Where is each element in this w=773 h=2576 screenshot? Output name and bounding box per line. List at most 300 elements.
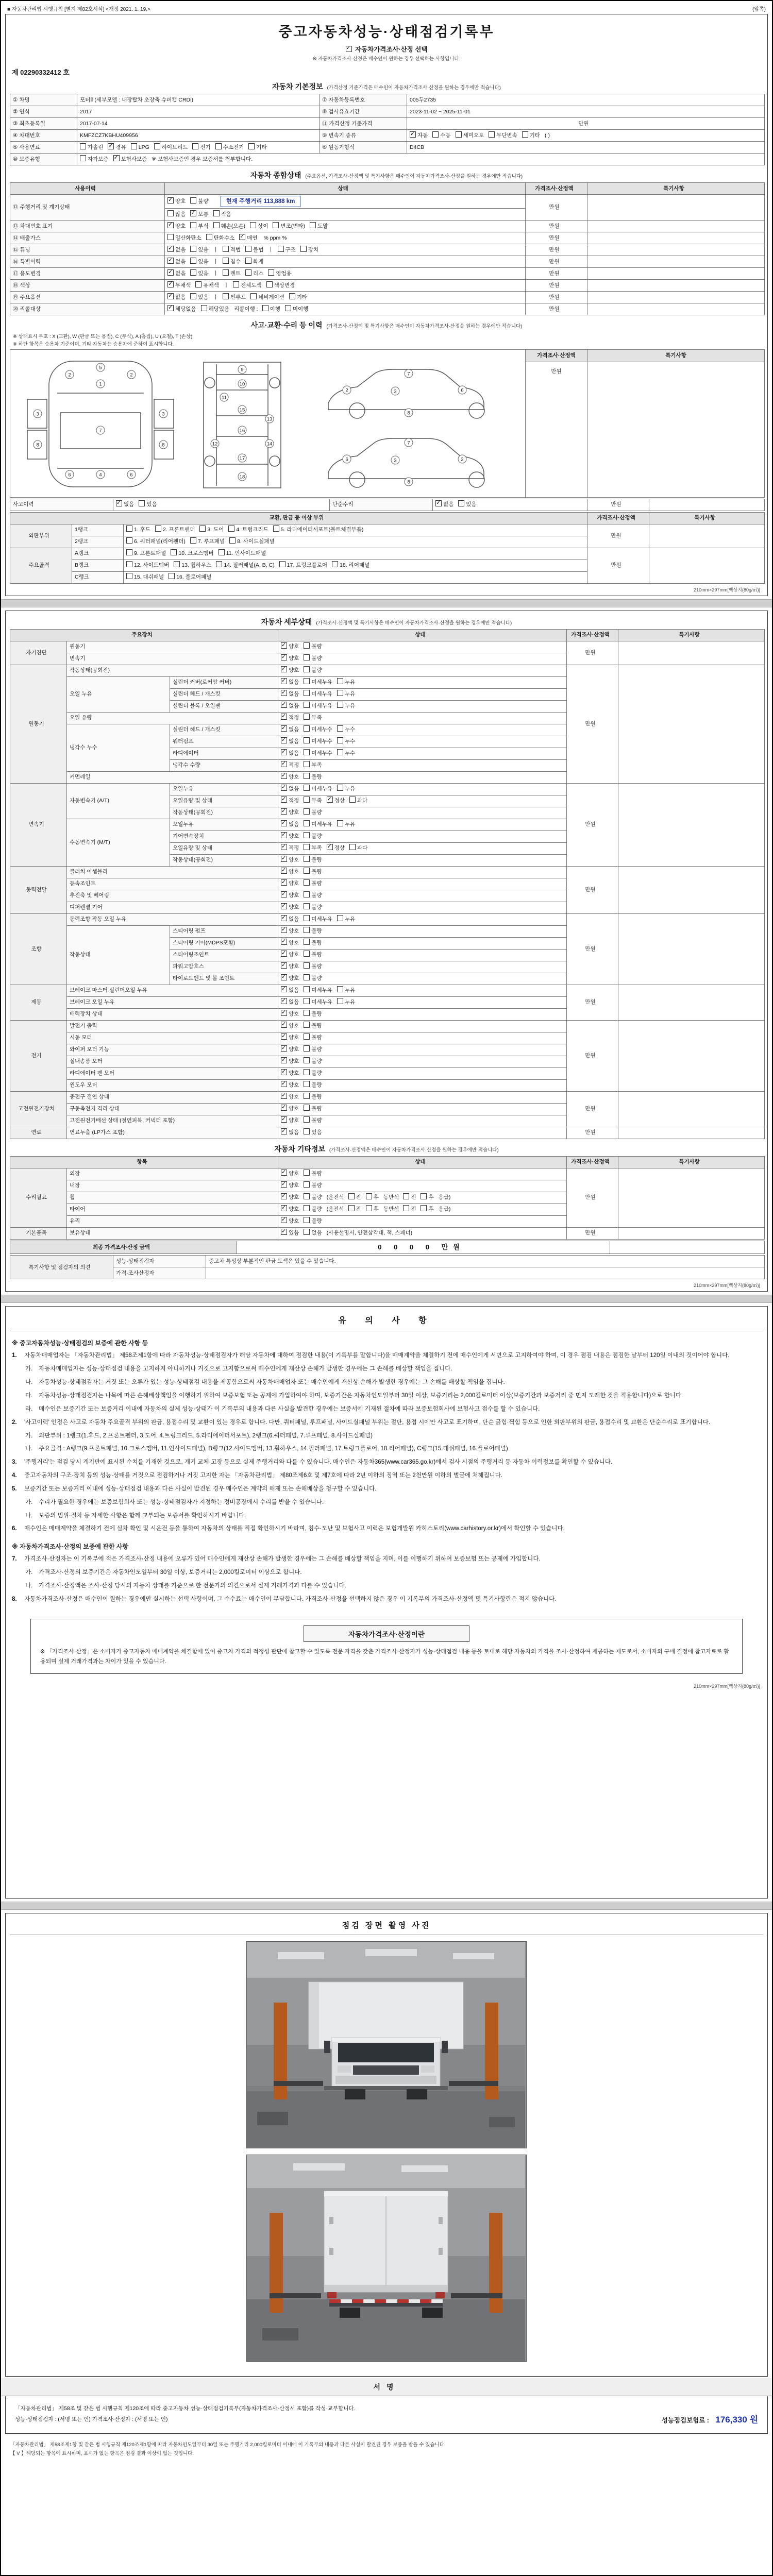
- checkbox[interactable]: [304, 879, 310, 886]
- checkbox[interactable]: [281, 903, 287, 909]
- checkbox-option[interactable]: [304, 714, 322, 722]
- checkbox-option[interactable]: [281, 666, 299, 675]
- checkbox-option[interactable]: [239, 234, 257, 243]
- checkbox[interactable]: [304, 1229, 310, 1235]
- checkbox[interactable]: [304, 690, 310, 696]
- checkbox-option[interactable]: [337, 998, 355, 1007]
- checkbox-option[interactable]: [281, 1170, 299, 1178]
- checkbox[interactable]: [250, 222, 256, 228]
- checkbox-option[interactable]: [304, 1128, 322, 1137]
- checkbox[interactable]: [281, 986, 287, 992]
- checkbox[interactable]: [239, 234, 245, 240]
- checkbox[interactable]: [195, 281, 201, 287]
- checkbox[interactable]: [167, 305, 174, 311]
- checkbox[interactable]: [304, 1033, 310, 1040]
- checkbox[interactable]: [304, 868, 310, 874]
- checkbox[interactable]: [248, 143, 255, 149]
- checkbox-option[interactable]: [304, 1170, 322, 1178]
- checkbox-option[interactable]: [281, 951, 299, 959]
- checkbox-option[interactable]: [167, 258, 186, 266]
- checkbox[interactable]: [190, 246, 196, 252]
- checkbox[interactable]: [304, 761, 310, 767]
- checkbox[interactable]: [167, 210, 174, 216]
- checkbox[interactable]: [281, 868, 287, 874]
- checkbox[interactable]: [304, 808, 310, 815]
- checkbox-option[interactable]: [403, 1193, 416, 1202]
- checkbox[interactable]: [337, 725, 343, 732]
- checkbox[interactable]: [304, 974, 310, 980]
- checkbox-option[interactable]: [213, 222, 246, 231]
- checkbox-option[interactable]: [281, 1022, 299, 1030]
- checkbox-option[interactable]: [281, 868, 299, 876]
- checkbox[interactable]: [245, 246, 251, 252]
- checkbox[interactable]: [337, 690, 343, 696]
- checkbox-option[interactable]: [366, 1205, 379, 1214]
- checkbox[interactable]: [250, 293, 257, 299]
- checkbox[interactable]: [304, 737, 310, 743]
- checkbox[interactable]: [174, 561, 180, 567]
- checkbox-option[interactable]: [199, 526, 224, 534]
- checkbox-option[interactable]: [304, 690, 332, 699]
- checkbox-option[interactable]: [273, 222, 305, 231]
- checkbox[interactable]: [262, 305, 268, 311]
- checkbox-option[interactable]: [337, 725, 355, 734]
- checkbox[interactable]: [349, 844, 356, 850]
- checkbox[interactable]: [304, 1093, 310, 1099]
- checkbox[interactable]: [327, 844, 333, 850]
- checkbox[interactable]: [223, 293, 229, 299]
- checkbox-option[interactable]: [131, 143, 149, 152]
- checkbox[interactable]: [167, 293, 174, 299]
- checkbox-option[interactable]: [281, 678, 299, 687]
- checkbox[interactable]: [337, 986, 343, 992]
- checkbox-option[interactable]: [310, 222, 328, 231]
- checkbox[interactable]: [154, 143, 160, 149]
- checkbox[interactable]: [304, 1170, 310, 1176]
- checkbox[interactable]: [281, 1170, 287, 1176]
- checkbox-option[interactable]: [219, 549, 266, 558]
- checkbox-option[interactable]: [337, 915, 355, 924]
- checkbox-option[interactable]: [304, 1081, 322, 1090]
- checkbox[interactable]: [304, 749, 310, 755]
- checkbox[interactable]: [304, 785, 310, 791]
- checkbox[interactable]: [126, 526, 132, 532]
- checkbox-option[interactable]: [223, 269, 241, 278]
- checkbox-option[interactable]: [281, 927, 299, 936]
- checkbox[interactable]: [435, 500, 442, 506]
- checkbox-option[interactable]: [332, 561, 369, 570]
- checkbox-option[interactable]: [190, 293, 208, 302]
- checkbox[interactable]: [304, 856, 310, 862]
- checkbox[interactable]: [304, 1181, 310, 1188]
- checkbox-option[interactable]: [233, 281, 262, 290]
- checkbox[interactable]: [131, 143, 137, 149]
- checkbox-option[interactable]: [304, 702, 332, 710]
- checkbox[interactable]: [190, 293, 196, 299]
- checkbox[interactable]: [281, 891, 287, 897]
- checkbox[interactable]: [192, 143, 198, 149]
- checkbox-option[interactable]: [167, 293, 186, 302]
- checkbox[interactable]: [281, 773, 287, 779]
- checkbox[interactable]: [304, 1010, 310, 1016]
- checkbox-option[interactable]: [304, 666, 322, 675]
- checkbox-option[interactable]: [167, 222, 186, 231]
- checkbox[interactable]: [304, 1057, 310, 1063]
- checkbox[interactable]: [304, 820, 310, 826]
- checkbox[interactable]: [223, 246, 229, 252]
- checkbox-option[interactable]: [337, 986, 355, 995]
- checkbox-option[interactable]: [300, 246, 318, 255]
- checkbox-option[interactable]: [304, 749, 332, 758]
- checkbox[interactable]: [304, 654, 310, 660]
- checkbox-option[interactable]: [304, 879, 322, 888]
- checkbox[interactable]: [281, 642, 287, 649]
- checkbox[interactable]: [458, 500, 464, 506]
- checkbox[interactable]: [310, 222, 316, 228]
- checkbox[interactable]: [281, 844, 287, 850]
- checkbox-option[interactable]: [281, 1069, 299, 1078]
- checkbox-option[interactable]: [304, 903, 322, 912]
- checkbox-option[interactable]: [281, 1093, 299, 1101]
- checkbox-option[interactable]: [268, 269, 291, 278]
- checkbox[interactable]: [126, 561, 132, 567]
- checkbox-option[interactable]: [116, 500, 134, 509]
- checkbox-option[interactable]: [281, 654, 299, 663]
- checkbox-option[interactable]: [167, 246, 186, 255]
- checkbox[interactable]: [337, 998, 343, 1004]
- checkbox[interactable]: [304, 702, 310, 708]
- checkbox[interactable]: [285, 305, 291, 311]
- checkbox[interactable]: [304, 844, 310, 850]
- checkbox[interactable]: [281, 998, 287, 1004]
- checkbox-option[interactable]: [281, 690, 299, 699]
- checkbox-option[interactable]: [304, 856, 322, 865]
- checkbox[interactable]: [281, 737, 287, 743]
- checkbox-option[interactable]: [262, 305, 280, 314]
- checkbox[interactable]: [304, 1022, 310, 1028]
- checkbox-option[interactable]: [304, 737, 332, 746]
- checkbox-option[interactable]: [304, 1181, 322, 1190]
- checkbox[interactable]: [278, 246, 284, 252]
- checkbox[interactable]: [337, 702, 343, 708]
- checkbox-option[interactable]: [190, 258, 208, 266]
- checkbox[interactable]: [281, 879, 287, 886]
- checkbox-option[interactable]: [304, 1229, 322, 1238]
- checkbox[interactable]: [289, 293, 295, 299]
- checkbox-option[interactable]: [304, 1057, 322, 1066]
- checkbox[interactable]: [348, 1193, 355, 1199]
- checkbox-option[interactable]: [250, 293, 284, 302]
- checkbox-option[interactable]: [304, 808, 322, 817]
- checkbox[interactable]: [167, 234, 174, 240]
- checkbox-option[interactable]: [410, 131, 428, 140]
- checkbox[interactable]: [80, 155, 86, 161]
- checkbox[interactable]: [366, 1193, 372, 1199]
- checkbox[interactable]: [245, 258, 251, 264]
- checkbox-option[interactable]: [337, 749, 355, 758]
- checkbox-option[interactable]: [126, 573, 164, 582]
- checkbox[interactable]: [219, 549, 225, 555]
- checkbox-option[interactable]: [281, 1128, 299, 1137]
- checkbox[interactable]: [139, 500, 145, 506]
- checkbox[interactable]: [403, 1205, 409, 1211]
- checkbox-option[interactable]: [304, 1116, 322, 1125]
- checkbox-option[interactable]: [304, 868, 322, 876]
- checkbox-option[interactable]: [435, 500, 453, 509]
- checkbox-option[interactable]: [304, 761, 322, 770]
- checkbox-option[interactable]: [245, 269, 263, 278]
- checkbox-option[interactable]: [80, 155, 109, 164]
- checkbox[interactable]: [281, 725, 287, 732]
- checkbox[interactable]: [281, 702, 287, 708]
- checkbox-option[interactable]: [281, 796, 299, 805]
- checkbox[interactable]: [304, 725, 310, 732]
- checkbox-option[interactable]: [281, 891, 299, 900]
- checkbox[interactable]: [215, 143, 222, 149]
- checkbox-option[interactable]: [304, 974, 322, 983]
- checkbox-option[interactable]: [281, 820, 299, 829]
- checkbox[interactable]: [304, 891, 310, 897]
- checkbox[interactable]: [281, 951, 287, 957]
- checkbox-option[interactable]: [304, 962, 322, 971]
- checkbox-option[interactable]: [349, 796, 367, 805]
- checkbox-option[interactable]: [281, 785, 299, 793]
- checkbox[interactable]: [304, 1128, 310, 1134]
- checkbox[interactable]: [113, 155, 120, 161]
- checkbox-option[interactable]: [304, 678, 332, 687]
- checkbox[interactable]: [281, 974, 287, 980]
- checkbox-option[interactable]: [304, 1033, 322, 1042]
- checkbox-option[interactable]: [278, 246, 296, 255]
- checkbox[interactable]: [268, 269, 274, 276]
- checkbox-option[interactable]: [281, 1205, 299, 1214]
- checkbox[interactable]: [169, 573, 175, 579]
- checkbox[interactable]: [281, 785, 287, 791]
- checkbox-option[interactable]: [126, 537, 186, 546]
- checkbox-option[interactable]: [327, 844, 345, 853]
- checkbox[interactable]: [190, 258, 196, 264]
- checkbox-option[interactable]: [190, 269, 208, 278]
- checkbox[interactable]: [304, 796, 310, 803]
- checkbox[interactable]: [304, 642, 310, 649]
- checkbox[interactable]: [281, 1205, 287, 1211]
- checkbox[interactable]: [522, 131, 528, 138]
- checkbox[interactable]: [281, 856, 287, 862]
- checkbox-option[interactable]: [304, 785, 332, 793]
- checkbox[interactable]: [281, 808, 287, 815]
- checkbox-option[interactable]: [337, 820, 355, 829]
- checkbox[interactable]: [190, 537, 196, 544]
- checkbox-option[interactable]: [281, 1193, 299, 1202]
- checkbox-option[interactable]: [190, 210, 208, 219]
- checkbox[interactable]: [281, 714, 287, 720]
- checkbox[interactable]: [421, 1193, 427, 1199]
- checkbox-option[interactable]: [281, 749, 299, 758]
- checkbox-option[interactable]: [167, 269, 186, 278]
- checkbox-option[interactable]: [281, 962, 299, 971]
- checkbox-option[interactable]: [190, 197, 208, 206]
- checkbox[interactable]: [281, 1010, 287, 1016]
- checkbox-option[interactable]: [223, 246, 241, 255]
- checkbox-option[interactable]: [167, 305, 196, 314]
- checkbox[interactable]: [281, 1105, 287, 1111]
- checkbox-option[interactable]: [228, 526, 268, 534]
- checkbox-option[interactable]: [348, 1205, 361, 1214]
- checkbox[interactable]: [201, 305, 207, 311]
- checkbox-option[interactable]: [281, 1217, 299, 1226]
- checkbox[interactable]: [304, 1116, 310, 1123]
- checkbox-option[interactable]: [432, 131, 450, 140]
- checkbox-option[interactable]: [304, 1010, 322, 1019]
- checkbox-option[interactable]: [223, 293, 246, 302]
- checkbox[interactable]: [223, 258, 229, 264]
- checkbox[interactable]: [304, 1105, 310, 1111]
- checkbox-option[interactable]: [304, 1193, 322, 1202]
- checkbox-option[interactable]: [171, 549, 213, 558]
- checkbox[interactable]: [304, 951, 310, 957]
- checkbox[interactable]: [337, 737, 343, 743]
- checkbox[interactable]: [281, 690, 287, 696]
- checkbox[interactable]: [281, 654, 287, 660]
- checkbox-option[interactable]: [266, 281, 295, 290]
- checkbox[interactable]: [229, 537, 236, 544]
- checkbox[interactable]: [190, 269, 196, 276]
- checkbox[interactable]: [281, 1217, 287, 1223]
- checkbox-option[interactable]: [304, 986, 332, 995]
- checkbox[interactable]: [108, 143, 114, 149]
- checkbox[interactable]: [281, 939, 287, 945]
- checkbox[interactable]: [337, 915, 343, 921]
- checkbox-option[interactable]: [281, 903, 299, 912]
- checkbox-option[interactable]: [281, 808, 299, 817]
- checkbox[interactable]: [167, 246, 174, 252]
- checkbox-option[interactable]: [337, 678, 355, 687]
- checkbox[interactable]: [167, 197, 174, 204]
- checkbox-option[interactable]: [281, 642, 299, 651]
- checkbox-option[interactable]: [126, 549, 166, 558]
- checkbox[interactable]: [349, 796, 356, 803]
- checkbox-option[interactable]: [281, 773, 299, 782]
- checkbox[interactable]: [304, 1069, 310, 1075]
- checkbox-option[interactable]: [522, 131, 540, 140]
- checkbox-option[interactable]: [195, 281, 219, 290]
- checkbox[interactable]: [281, 749, 287, 755]
- checkbox-option[interactable]: [215, 143, 244, 152]
- checkbox-option[interactable]: [281, 986, 299, 995]
- checkbox-option[interactable]: [139, 500, 157, 509]
- checkbox-option[interactable]: [337, 702, 355, 710]
- checkbox[interactable]: [304, 666, 310, 672]
- checkbox[interactable]: [126, 537, 132, 544]
- checkbox-option[interactable]: [304, 1105, 322, 1113]
- checkbox-option[interactable]: [456, 131, 484, 140]
- checkbox[interactable]: [304, 1205, 310, 1211]
- checkbox[interactable]: [279, 561, 285, 567]
- checkbox[interactable]: [281, 1069, 287, 1075]
- checkbox[interactable]: [190, 222, 196, 228]
- checkbox[interactable]: [304, 986, 310, 992]
- checkbox-option[interactable]: [304, 1205, 322, 1214]
- checkbox-option[interactable]: [304, 1093, 322, 1101]
- checkbox[interactable]: [304, 962, 310, 969]
- checkbox[interactable]: [304, 998, 310, 1004]
- checkbox[interactable]: [281, 796, 287, 803]
- checkbox-option[interactable]: [304, 1069, 322, 1078]
- checkbox-option[interactable]: [285, 305, 308, 314]
- price-appraisal-checkbox[interactable]: [346, 46, 352, 52]
- checkbox[interactable]: [304, 773, 310, 779]
- checkbox-option[interactable]: [113, 155, 147, 164]
- checkbox-option[interactable]: [366, 1193, 379, 1202]
- checkbox[interactable]: [410, 131, 416, 138]
- checkbox[interactable]: [304, 927, 310, 933]
- checkbox[interactable]: [366, 1205, 372, 1211]
- checkbox[interactable]: [332, 561, 338, 567]
- checkbox-option[interactable]: [281, 1033, 299, 1042]
- checkbox[interactable]: [304, 939, 310, 945]
- checkbox-option[interactable]: [126, 526, 150, 534]
- checkbox[interactable]: [337, 678, 343, 684]
- checkbox-option[interactable]: [192, 143, 210, 152]
- checkbox-option[interactable]: [304, 891, 322, 900]
- checkbox[interactable]: [281, 832, 287, 838]
- checkbox-option[interactable]: [248, 143, 266, 152]
- checkbox[interactable]: [403, 1193, 409, 1199]
- checkbox-option[interactable]: [167, 197, 186, 206]
- checkbox-option[interactable]: [304, 998, 332, 1007]
- checkbox-option[interactable]: [223, 258, 241, 266]
- checkbox-option[interactable]: [201, 305, 230, 314]
- checkbox-option[interactable]: [421, 1205, 433, 1214]
- checkbox-option[interactable]: [281, 761, 299, 770]
- checkbox[interactable]: [171, 549, 177, 555]
- checkbox[interactable]: [281, 1033, 287, 1040]
- checkbox-option[interactable]: [281, 844, 299, 853]
- checkbox[interactable]: [223, 269, 229, 276]
- checkbox[interactable]: [126, 549, 132, 555]
- checkbox-option[interactable]: [167, 210, 186, 219]
- checkbox[interactable]: [489, 131, 495, 138]
- checkbox-option[interactable]: [281, 737, 299, 746]
- checkbox-option[interactable]: [281, 832, 299, 841]
- checkbox[interactable]: [337, 820, 343, 826]
- checkbox[interactable]: [304, 1081, 310, 1087]
- checkbox[interactable]: [304, 1193, 310, 1199]
- checkbox-option[interactable]: [174, 561, 211, 570]
- checkbox[interactable]: [206, 234, 212, 240]
- checkbox[interactable]: [281, 1022, 287, 1028]
- checkbox[interactable]: [327, 796, 333, 803]
- checkbox-option[interactable]: [304, 654, 322, 663]
- checkbox-option[interactable]: [80, 143, 103, 152]
- checkbox-option[interactable]: [289, 293, 307, 302]
- checkbox[interactable]: [300, 246, 307, 252]
- checkbox-option[interactable]: [304, 951, 322, 959]
- checkbox-option[interactable]: [169, 573, 211, 582]
- checkbox[interactable]: [337, 749, 343, 755]
- checkbox[interactable]: [304, 915, 310, 921]
- checkbox-option[interactable]: [281, 725, 299, 734]
- checkbox[interactable]: [167, 258, 174, 264]
- checkbox-option[interactable]: [458, 500, 476, 509]
- checkbox[interactable]: [304, 1217, 310, 1223]
- checkbox-option[interactable]: [281, 702, 299, 710]
- checkbox-option[interactable]: [489, 131, 517, 140]
- checkbox[interactable]: [281, 915, 287, 921]
- checkbox[interactable]: [167, 281, 174, 287]
- checkbox-option[interactable]: [167, 281, 191, 290]
- checkbox[interactable]: [155, 526, 161, 532]
